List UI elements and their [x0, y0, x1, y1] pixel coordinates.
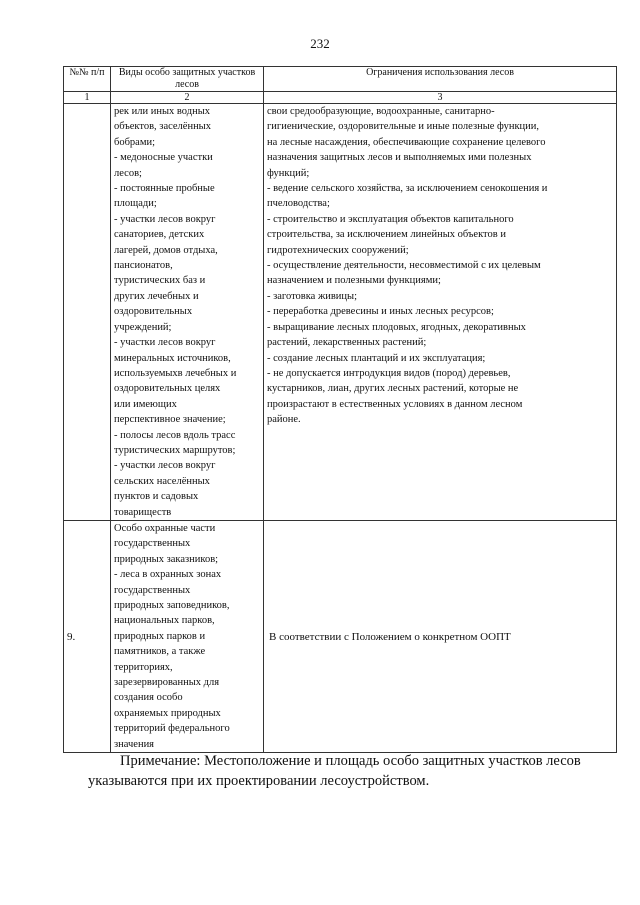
row-number-cell [64, 104, 111, 521]
table-header-row [64, 67, 617, 92]
restrictions-cell: свои средообразующие, водоохранные, санитарно- гигиенические, оздоровительные и иные полезные функции, на лесные насаждения, обеспечивающие сохранение целевого назначения защитных лесов и выполняемых ими полезных функций; - ведение сельского хозяйства, за исключением сенокошения и пчеловодства; - строительство и эксплуатация объектов капитального строительства, за исключением линейных объектов и гидротехнических сооружений; - осуществление деятельности, несовместимой с их целевым назначением и полезными функциями; - заготовка живицы; - переработка древесины и иных лесных ресурсов; - выращивание лесных плодовых, ягодных, декоративных растений, лекарственных растений; - создание лесных плантаций и их эксплуатация; - не допускается интродукция видов (пород) деревьев, кустарников, лиан, других лесных растений, которые не произрастают в естественных условиях в данном лесном районе. [264, 104, 617, 521]
types-cell: рек или иных водных объектов, заселённых бобрами; - медоносные участки лесов; - постоянные пробные площади; - участки лесов вокруг санаториев, детских лагерей, домов отдыха, пансионатов, туристических баз и других лечебных и оздоровительных учреждений; - участки лесов вокруг минеральных источников, используемыхв лечебных и оздоровительных целях или имеющих перспективное значение; - полосы лесов вдоль трасс туристических маршрутов; - участки лесов вокруг сельских населённых пунктов и садовых товариществ [111, 104, 264, 521]
page-number: 232 [310, 36, 330, 51]
row-number-cell: 9. [64, 520, 111, 752]
column-number: 3 [264, 92, 617, 104]
header-number: №№ п/п [64, 67, 111, 92]
footnote-line: Примечание: Местоположение и площадь особо защитных участков лесов [120, 753, 581, 769]
footnote [88, 751, 618, 791]
types-cell: Особо охранные части государственных природных заказников; - леса в охранных зонах государственных природных заповедников, национальных парков, природных парков и памятников, а также территориях, зарезервированных для создания особо охраняемых природных территорий федерального значения [111, 520, 264, 752]
table-row [64, 520, 617, 752]
forest-restrictions-table [63, 66, 617, 753]
header-types: Виды особо защитных участков лесов [111, 67, 264, 92]
table-row [64, 104, 617, 521]
column-number: 1 [64, 92, 111, 104]
footnote-line: указываются при их проектировании лесоустройством. [88, 773, 430, 789]
column-number-row [64, 92, 617, 104]
header-restrictions: Ограничения использования лесов [264, 67, 617, 92]
restrictions-cell: В соответствии с Положением о конкретном ООПТ [264, 520, 617, 752]
column-number: 2 [111, 92, 264, 104]
